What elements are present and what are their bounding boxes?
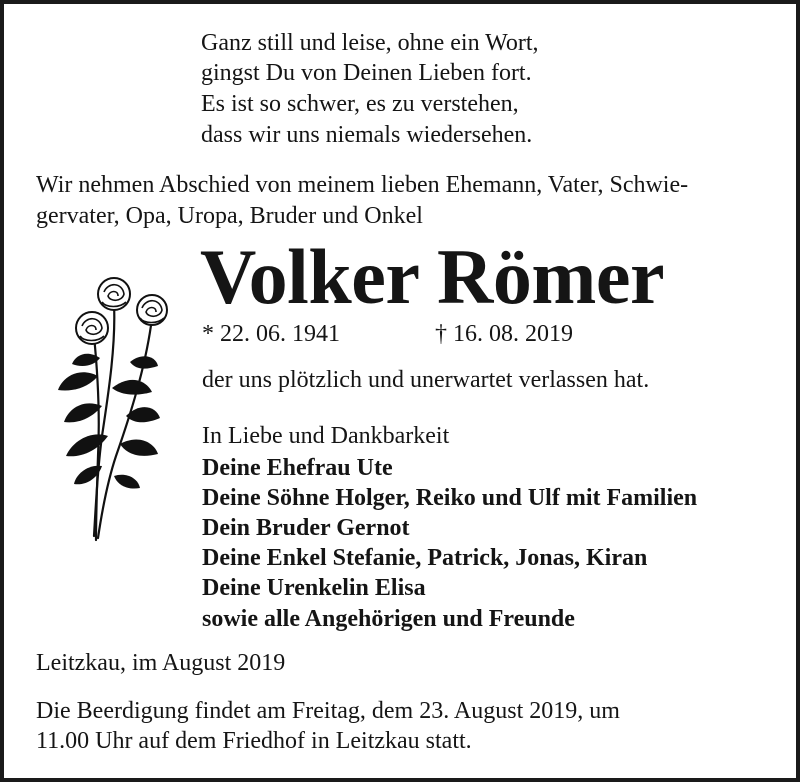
funeral-line: 11.00 Uhr auf dem Friedhof in Leitzkau statt.: [36, 728, 472, 754]
funeral-line: Die Beerdigung findet am Freitag, dem 23. August 2019, um: [36, 698, 620, 724]
roses-icon: [42, 266, 172, 544]
intro-line: gervater, Opa, Uropa, Bruder und Onkel: [36, 203, 423, 229]
intro-line: Wir nehmen Abschied von meinem lieben Ehemann, Vater, Schwie-: [36, 172, 689, 198]
poem-line: gingst Du von Deinen Lieben fort.: [201, 60, 532, 86]
birth-date: * 22. 06. 1941: [202, 321, 340, 347]
mourner-line: sowie alle Angehörigen und Freunde: [202, 606, 575, 632]
poem-line: Es ist so schwer, es zu verstehen,: [201, 91, 519, 117]
mourner-line: Deine Söhne Holger, Reiko und Ulf mit Familien: [202, 485, 698, 511]
poem-line: dass wir uns niemals wiedersehen.: [201, 122, 533, 148]
life-dates: [202, 319, 573, 349]
deceased-name: Volker Römer: [200, 233, 665, 320]
poem-line: Ganz still und leise, ohne ein Wort,: [201, 30, 539, 56]
mourner-line: Deine Ehefrau Ute: [202, 455, 393, 481]
mourner-line: Deine Urenkelin Elisa: [202, 575, 426, 601]
closing-line: der uns plötzlich und unerwartet verlassen hat.: [202, 367, 650, 393]
mourner-line: Dein Bruder Gernot: [202, 515, 410, 541]
mourner-line: Deine Enkel Stefanie, Patrick, Jonas, Kiran: [202, 545, 648, 571]
death-date: † 16. 08. 2019: [435, 321, 573, 347]
place-date: Leitzkau, im August 2019: [36, 650, 286, 676]
mourners-intro: In Liebe und Dankbarkeit: [202, 423, 450, 449]
